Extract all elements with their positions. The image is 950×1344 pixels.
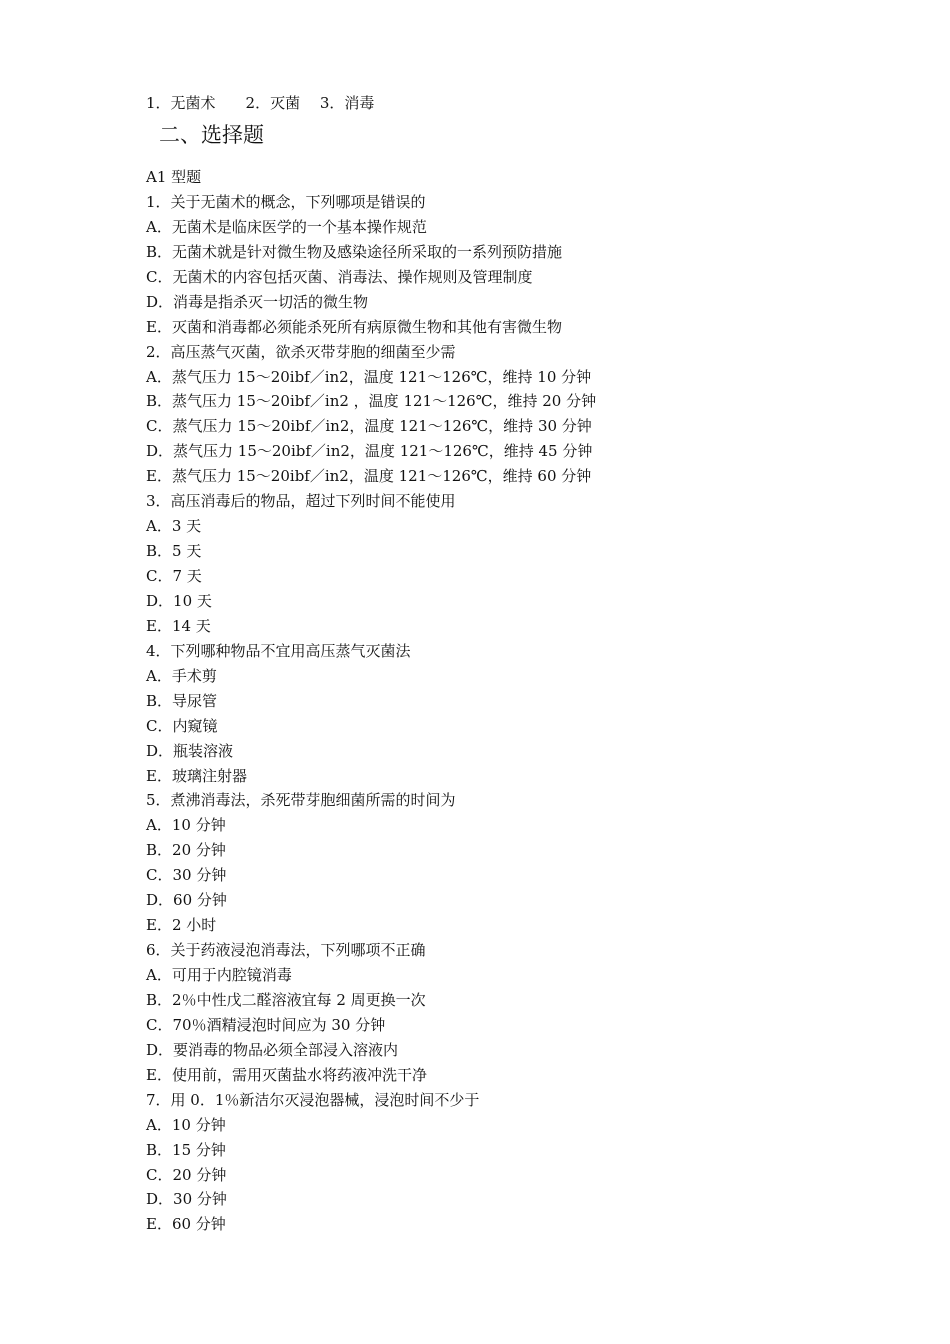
answer-option: D．瓶装溶液: [146, 741, 234, 760]
answer-option: E．2 小时: [146, 916, 217, 935]
question-block: [146, 639, 906, 789]
question-block: [146, 938, 906, 1088]
answer-option: A．10 分钟: [146, 816, 226, 835]
answer-option: C．70％酒精浸泡时间应为 30 分钟: [146, 1015, 386, 1034]
answer-option: D．要消毒的物品必须全部浸入溶液内: [146, 1040, 399, 1059]
question-block: [146, 1088, 906, 1238]
question-block: [146, 190, 906, 340]
answer-option: A．10 分钟: [146, 1115, 226, 1134]
question-stem: 5．煮沸消毒法，杀死带芽胞细菌所需的时间为: [146, 791, 456, 810]
question-stem: 7．用 0．1％新洁尔灭浸泡器械，浸泡时间不少于: [146, 1090, 480, 1109]
answer-option: D．10 天: [146, 591, 212, 610]
question-stem: 3．高压消毒后的物品，超过下列时间不能使用: [146, 492, 456, 511]
question-block: [146, 788, 906, 938]
answer-option: D．消毒是指杀灭一切活的微生物: [146, 292, 369, 311]
answer-option: C．30 分钟: [146, 866, 227, 885]
answer-option: C．蒸气压力 15～20ibf／in2，温度 121～126℃，维持 30 分钟: [146, 417, 592, 436]
answer-option: B．20 分钟: [146, 841, 226, 860]
answer-option: E．60 分钟: [146, 1215, 226, 1234]
answer-option: E．蒸气压力 15～20ibf／in2，温度 121～126℃，维持 60 分钟: [146, 467, 592, 486]
answer-option: C．20 分钟: [146, 1165, 227, 1184]
answer-option: B．蒸气压力 15～20ibf／in2 ，温度 121～126℃，维持 20 分钟: [146, 392, 597, 411]
answer-option: E．使用前，需用灭菌盐水将药液冲洗干净: [146, 1065, 427, 1084]
answer-option: D．60 分钟: [146, 891, 227, 910]
answer-option: D．蒸气压力 15～20ibf／in2，温度 121～126℃，维持 45 分钟: [146, 442, 593, 461]
answer-option: E．灭菌和消毒都必须能杀死所有病原微生物和其他有害微生物: [146, 317, 562, 336]
question-stem: 6．关于药液浸泡消毒法，下列哪项不正确: [146, 941, 426, 960]
answer-option: A．蒸气压力 15～20ibf／in2，温度 121～126℃，维持 10 分钟: [146, 367, 592, 386]
question-stem: 1．关于无菌术的概念，下列哪项是错误的: [146, 192, 426, 211]
question-block: [146, 489, 906, 639]
term-answers-line: 1．无菌术 2．灭菌 3．消毒: [146, 94, 375, 112]
answer-option: B．5 天: [146, 542, 202, 561]
answer-option: B．2％中性戊二醛溶液宜每 2 周更换一次: [146, 990, 426, 1009]
question-type-label: A1 型题: [146, 168, 202, 186]
answer-option: B．无菌术就是针对微生物及感染途径所采取的一系列预防措施: [146, 242, 563, 261]
question-stem: 2．高压蒸气灭菌，欲杀灭带芽胞的细菌至少需: [146, 342, 456, 361]
answer-option: C．无菌术的内容包括灭菌、消毒法、操作规则及管理制度: [146, 267, 533, 286]
section-title: 二、选择题: [159, 123, 264, 147]
answer-option: A．3 天: [146, 517, 202, 536]
answer-option: E．14 天: [146, 616, 211, 635]
answer-option: D．30 分钟: [146, 1190, 227, 1209]
answer-option: E．玻璃注射器: [146, 766, 247, 785]
answer-option: A．无菌术是临床医学的一个基本操作规范: [146, 217, 427, 236]
answer-option: B．15 分钟: [146, 1140, 226, 1159]
answer-option: A．手术剪: [146, 666, 217, 685]
answer-option: A．可用于内腔镜消毒: [146, 966, 292, 984]
question-list: [146, 165, 906, 1237]
answer-option: C．内窥镜: [146, 716, 218, 735]
answer-option: C．7 天: [146, 567, 202, 585]
question-block: [146, 340, 906, 490]
answer-option: B．导尿管: [146, 691, 218, 710]
question-stem: 4．下列哪种物品不宜用高压蒸气灭菌法: [146, 641, 411, 660]
